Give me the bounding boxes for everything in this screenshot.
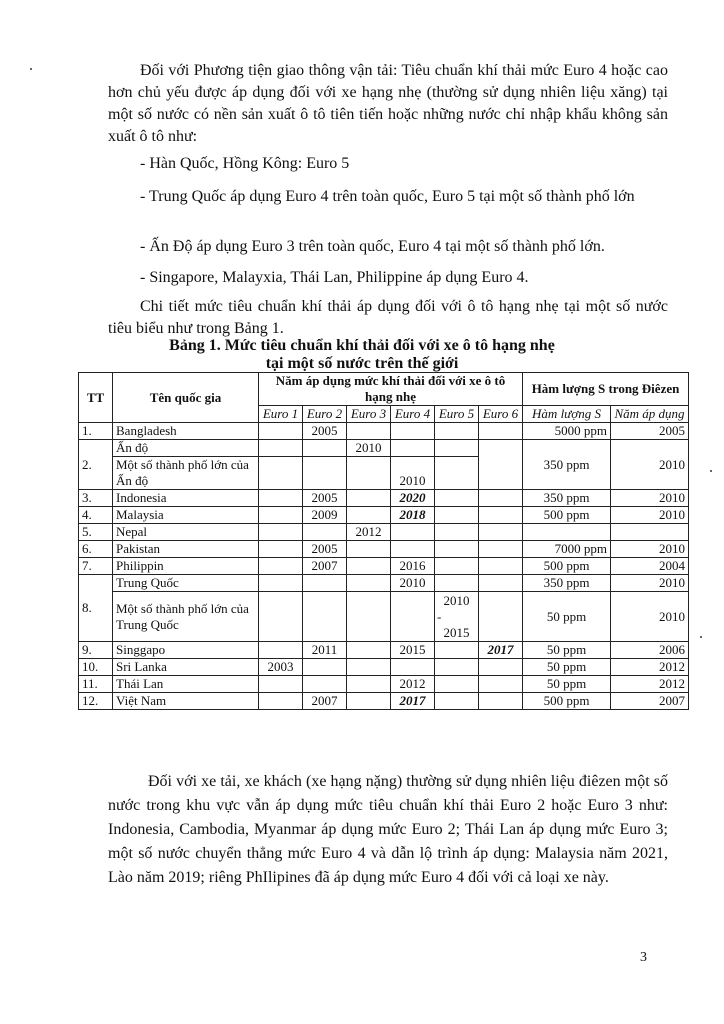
country-name: Một số thành phố lớn của Ấn độ — [113, 457, 259, 490]
table-row — [79, 659, 689, 676]
euro5-start-year: 2010 — [443, 592, 470, 608]
row-number: 6. — [79, 541, 113, 558]
euro3-year: 2012 — [347, 524, 391, 541]
table-header-row — [79, 373, 689, 406]
sulfur-year: 2010 — [611, 592, 689, 642]
sulfur-content: 500 ppm — [523, 507, 611, 524]
euro3-year — [347, 659, 391, 676]
euro1-year — [259, 676, 303, 693]
euro1-year — [259, 642, 303, 659]
euro4-year: 2010 — [391, 457, 435, 490]
euro1-year — [259, 457, 303, 490]
euro1-year — [259, 490, 303, 507]
euro5-year — [435, 659, 479, 676]
page-number: 3 — [640, 950, 647, 965]
row-number: 9. — [79, 642, 113, 659]
euro5-year — [435, 507, 479, 524]
country-name: Một số thành phố lớn của Trung Quốc — [113, 592, 259, 642]
country-name: Trung Quốc — [113, 575, 259, 592]
euro2-year — [303, 659, 347, 676]
sulfur-content: 50 ppm — [523, 659, 611, 676]
euro1-year — [259, 524, 303, 541]
scan-speck — [710, 470, 712, 472]
row-number: 12. — [79, 693, 113, 710]
euro4-year: 2018 — [391, 507, 435, 524]
row-number: 4. — [79, 507, 113, 524]
euro3-year — [347, 507, 391, 524]
table-row — [79, 507, 689, 524]
sulfur-content: 350 ppm — [523, 575, 611, 592]
sulfur-content — [523, 524, 611, 541]
euro4-year — [391, 524, 435, 541]
euro1-year — [259, 423, 303, 440]
euro5-year — [435, 440, 479, 457]
sulfur-content: 350 ppm — [523, 490, 611, 507]
euro2-year — [303, 457, 347, 490]
euro6-year — [479, 659, 523, 676]
euro6-year — [479, 440, 523, 490]
euro2-year — [303, 524, 347, 541]
sulfur-year: 2012 — [611, 676, 689, 693]
table-caption-line1: Bảng 1. Mức tiêu chuẩn khí thải đối với xe ô tô hạng nhẹ — [169, 337, 555, 354]
euro6-year — [479, 558, 523, 575]
table-row — [79, 440, 689, 457]
euro3-year: 2010 — [347, 440, 391, 457]
euro2-year: 2011 — [303, 642, 347, 659]
euro2-year — [303, 440, 347, 457]
bullet-india: - Ấn Độ áp dụng Euro 3 trên toàn quốc, Euro 4 tại một số thành phố lớn. — [140, 238, 605, 255]
sulfur-content: 350 ppm — [523, 440, 611, 490]
bullet-asean: - Singapore, Malayxia, Thái Lan, Philippine áp dụng Euro 4. — [140, 269, 529, 286]
sulfur-year: 2010 — [611, 490, 689, 507]
euro3-year — [347, 457, 391, 490]
euro6-year — [479, 507, 523, 524]
header-country: Tên quốc gia — [113, 373, 259, 423]
euro5-end-year: 2015 — [443, 624, 470, 640]
euro5-year — [435, 457, 479, 490]
header-tt: TT — [79, 373, 113, 423]
euro1-year — [259, 541, 303, 558]
scan-speck — [30, 68, 32, 70]
row-number: 2. — [79, 440, 113, 490]
country-name: Việt Nam — [113, 693, 259, 710]
euro5-range-dash: - — [437, 608, 442, 624]
euro5-year — [435, 490, 479, 507]
euro4-year: 2016 — [391, 558, 435, 575]
sulfur-year: 2007 — [611, 693, 689, 710]
country-name: Pakistan — [113, 541, 259, 558]
euro2-year: 2009 — [303, 507, 347, 524]
header-euro-group: Năm áp dụng mức khí thải đối với xe ô tô hạng nhẹ — [259, 373, 523, 406]
bullet-china: - Trung Quốc áp dụng Euro 4 trên toàn quốc, Euro 5 tại một số thành phố lớn — [140, 188, 635, 205]
table-row — [79, 524, 689, 541]
euro5-year — [435, 558, 479, 575]
sulfur-content: 50 ppm — [523, 642, 611, 659]
euro5-year — [435, 676, 479, 693]
sulfur-year: 2004 — [611, 558, 689, 575]
sulfur-year: 2010 — [611, 575, 689, 592]
euro6-year — [479, 592, 523, 642]
header-euro6: Euro 6 — [479, 406, 523, 423]
euro4-year — [391, 440, 435, 457]
euro1-year — [259, 592, 303, 642]
euro5-year — [435, 423, 479, 440]
sulfur-year — [611, 524, 689, 541]
sulfur-content: 7000 ppm — [523, 541, 611, 558]
euro4-year — [391, 423, 435, 440]
euro6-year — [479, 524, 523, 541]
sulfur-content: 50 ppm — [523, 676, 611, 693]
row-number: 7. — [79, 558, 113, 575]
header-sulfur-group: Hàm lượng S trong Điêzen — [523, 373, 689, 406]
sulfur-year: 2010 — [611, 541, 689, 558]
euro2-year: 2005 — [303, 423, 347, 440]
sulfur-content: 5000 ppm — [523, 423, 611, 440]
euro4-year: 2012 — [391, 676, 435, 693]
table-row — [79, 558, 689, 575]
table-row — [79, 490, 689, 507]
table-row — [79, 541, 689, 558]
euro3-year — [347, 541, 391, 558]
sulfur-year: 2010 — [611, 507, 689, 524]
euro3-year — [347, 642, 391, 659]
euro6-year — [479, 575, 523, 592]
euro3-year — [347, 676, 391, 693]
euro5-year — [435, 524, 479, 541]
row-number: 10. — [79, 659, 113, 676]
row-number: 3. — [79, 490, 113, 507]
euro2-year — [303, 592, 347, 642]
euro1-year — [259, 693, 303, 710]
header-euro3: Euro 3 — [347, 406, 391, 423]
country-name: Indonesia — [113, 490, 259, 507]
sulfur-year: 2012 — [611, 659, 689, 676]
euro1-year: 2003 — [259, 659, 303, 676]
euro6-year — [479, 693, 523, 710]
table-row — [79, 642, 689, 659]
sulfur-content: 500 ppm — [523, 558, 611, 575]
table-intro-paragraph: Chi tiết mức tiêu chuẩn khí thải áp dụng đối với ô tô hạng nhẹ tại một số nước tiêu biểu như trong Bảng 1. — [108, 298, 668, 337]
euro3-year — [347, 423, 391, 440]
intro-paragraph: Đối với Phương tiện giao thông vận tải: Tiêu chuẩn khí thải mức Euro 4 hoặc cao hơn chủ yếu được áp dụng đối với xe hạng nhẹ (thường sử dụng nhiên liệu xăng) tại một số nước có nền sản xuất ô tô tiên tiến hoặc những nước chỉ nhập khẩu không sản xuất ô tô như: — [108, 62, 668, 145]
header-euro1: Euro 1 — [259, 406, 303, 423]
euro5-year — [435, 575, 479, 592]
table-row — [79, 423, 689, 440]
euro2-year: 2007 — [303, 558, 347, 575]
row-number: 11. — [79, 676, 113, 693]
euro6-year — [479, 541, 523, 558]
row-number: 5. — [79, 524, 113, 541]
euro5-year — [435, 541, 479, 558]
country-name: Philippin — [113, 558, 259, 575]
header-euro2: Euro 2 — [303, 406, 347, 423]
header-euro5: Euro 5 — [435, 406, 479, 423]
euro2-year: 2007 — [303, 693, 347, 710]
euro1-year — [259, 558, 303, 575]
euro4-year — [391, 541, 435, 558]
row-number: 8. — [79, 575, 113, 642]
euro3-year — [347, 490, 391, 507]
header-sulfur-content: Hàm lượng S — [523, 406, 611, 423]
table-row — [79, 592, 689, 642]
emission-standards-table — [78, 372, 689, 710]
euro5-year — [435, 642, 479, 659]
euro6-year — [479, 676, 523, 693]
country-name: Bangladesh — [113, 423, 259, 440]
row-number: 1. — [79, 423, 113, 440]
euro4-year — [391, 659, 435, 676]
euro2-year: 2005 — [303, 541, 347, 558]
table-row — [79, 575, 689, 592]
euro4-year: 2010 — [391, 575, 435, 592]
euro2-year — [303, 575, 347, 592]
sulfur-year: 2010 — [611, 440, 689, 490]
scan-speck — [700, 636, 702, 638]
euro5-year — [435, 693, 479, 710]
euro3-year — [347, 575, 391, 592]
country-name: Thái Lan — [113, 676, 259, 693]
country-name: Nepal — [113, 524, 259, 541]
table-row — [79, 676, 689, 693]
sulfur-content: 50 ppm — [523, 592, 611, 642]
bullet-korea-hongkong: - Hàn Quốc, Hồng Kông: Euro 5 — [140, 155, 350, 172]
country-name: Sri Lanka — [113, 659, 259, 676]
euro3-year — [347, 693, 391, 710]
sulfur-year: 2006 — [611, 642, 689, 659]
euro6-year: 2017 — [479, 642, 523, 659]
euro1-year — [259, 575, 303, 592]
header-euro4: Euro 4 — [391, 406, 435, 423]
euro6-year — [479, 490, 523, 507]
table-row — [79, 693, 689, 710]
sulfur-year: 2005 — [611, 423, 689, 440]
country-name: Malaysia — [113, 507, 259, 524]
country-name: Ấn độ — [113, 440, 259, 457]
euro2-year — [303, 676, 347, 693]
euro3-year — [347, 592, 391, 642]
euro4-year — [391, 592, 435, 642]
euro4-year: 2015 — [391, 642, 435, 659]
heavy-vehicles-paragraph: Đối với xe tải, xe khách (xe hạng nặng) thường sử dụng nhiên liệu điêzen một số nước trong khu vực vẫn áp dụng mức tiêu chuẩn khí thải Euro 2 hoặc Euro 3 như: Indonesia, Cambodia, Myanmar áp dụng mức Euro 2; Thái Lan áp dụng mức Euro 3; một số nước chuyển thẳng mức Euro 4 và dẫn lộ trình áp dụng: Malaysia năm 2021, Lào năm 2019; riêng PhIlipines đã áp dụng mức Euro 4 đối với cả loại xe này. — [108, 773, 668, 886]
euro4-year: 2020 — [391, 490, 435, 507]
euro4-year: 2017 — [391, 693, 435, 710]
header-sulfur-year: Năm áp dụng — [611, 406, 689, 423]
euro1-year — [259, 507, 303, 524]
euro5-year — [435, 592, 479, 642]
euro1-year — [259, 440, 303, 457]
sulfur-content: 500 ppm — [523, 693, 611, 710]
table-caption-line2: tại một số nước trên thế giới — [265, 355, 459, 372]
euro3-year — [347, 558, 391, 575]
euro2-year: 2005 — [303, 490, 347, 507]
country-name: Singgapo — [113, 642, 259, 659]
euro6-year — [479, 423, 523, 440]
